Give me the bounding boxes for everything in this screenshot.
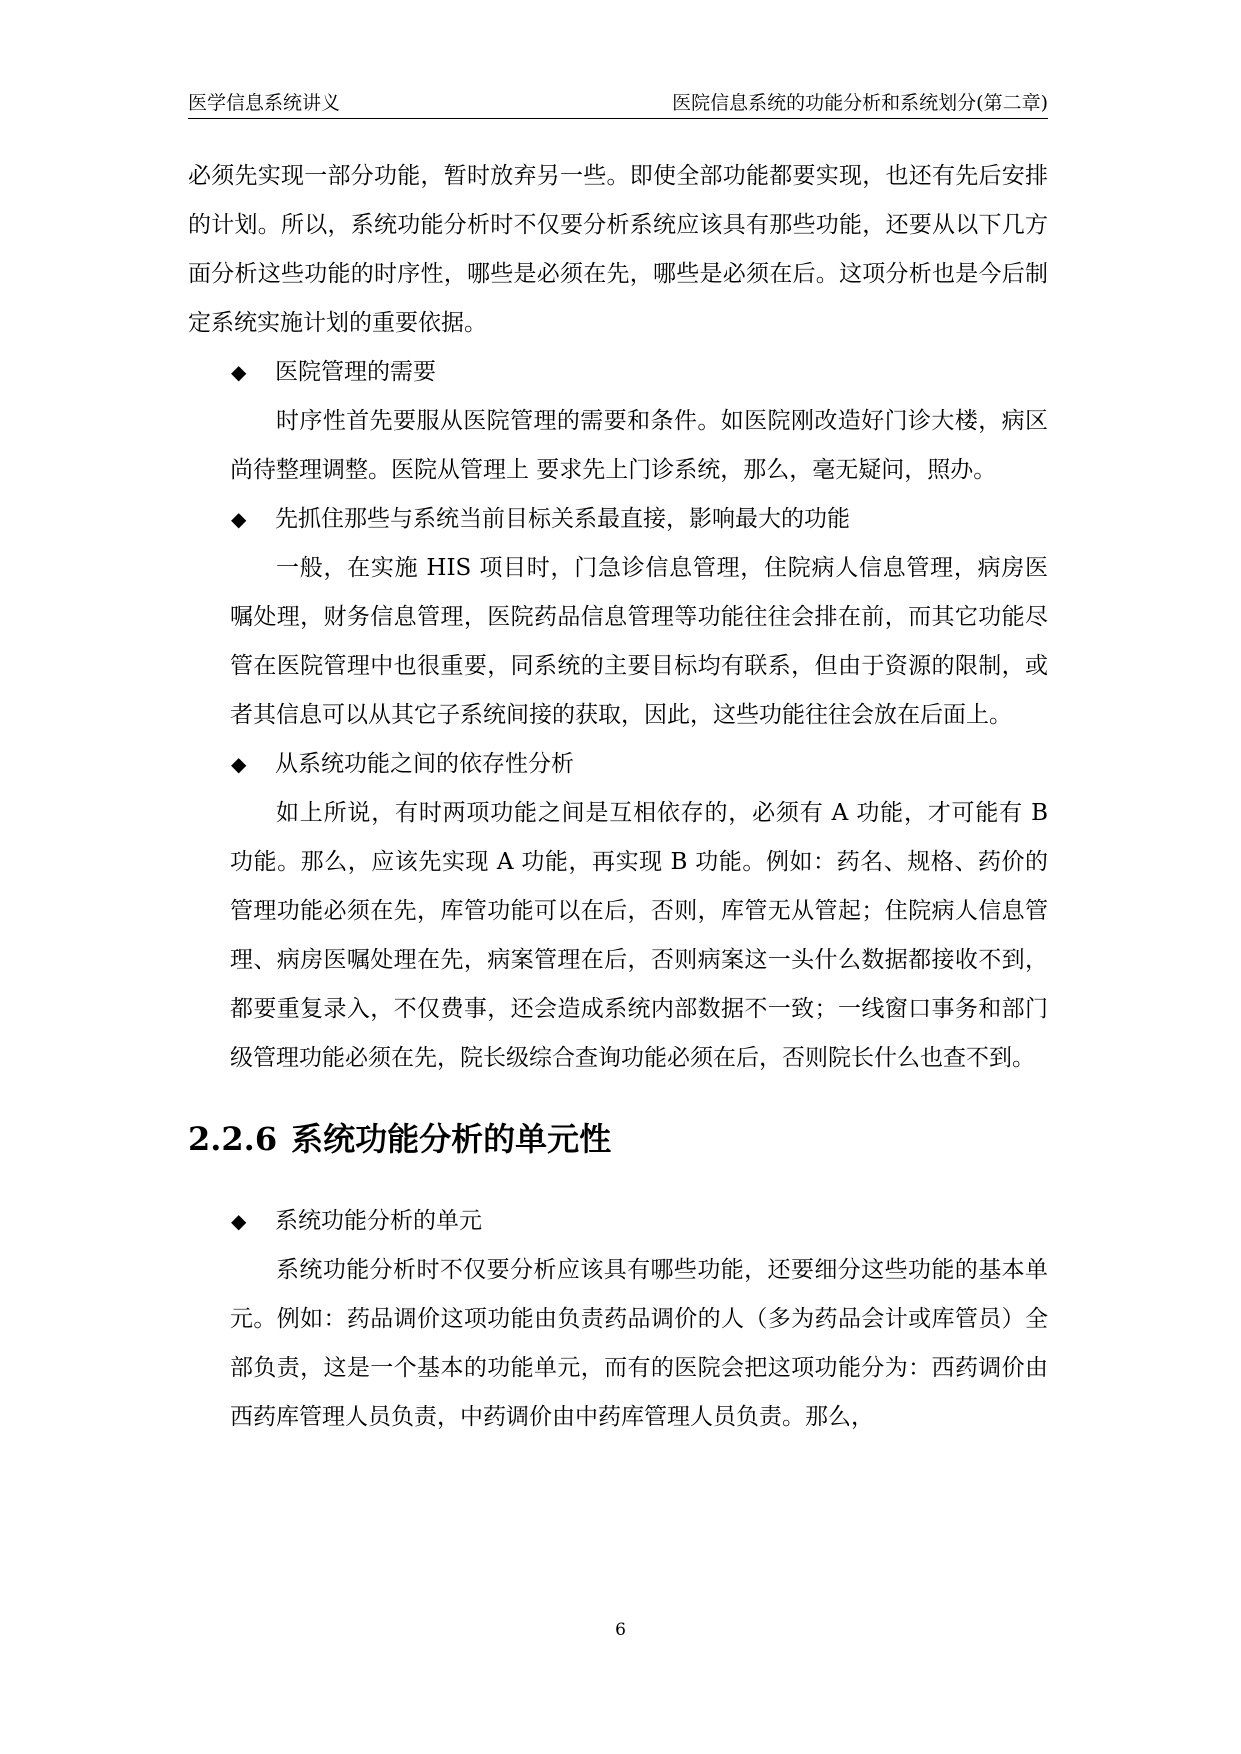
bullet-item-3 [188,740,1048,789]
bullet-label: 从系统功能之间的依存性分析 [275,751,574,777]
bullet-paragraph: 时序性首先要服从医院管理的需要和条件。如医院刚改造好门诊大楼，病区尚待整理调整。医院从管理上 要求先上门诊系统，那么，毫无疑问，照办。 [230,408,1048,483]
bullet-label: 先抓住那些与系统当前目标关系最直接，影响最大的功能 [275,506,850,532]
section-title: 系统功能分析的单元性 [291,1120,612,1158]
bullet-paragraph: 系统功能分析时不仅要分析应该具有哪些功能，还要细分这些功能的基本单元。例如：药品调价这项功能由负责药品调价的人（多为药品会计或库管员）全部负责，这是一个基本的功能单元，而有的医院会把这项功能分为：西药调价由西药库管理人员负责，中药调价由中药库管理人员负责。那么， [230,1257,1048,1430]
page-header [188,84,1048,119]
bullet-label: 医院管理的需要 [275,359,436,385]
section-heading [188,1117,1048,1161]
page-number: 6 [615,1620,626,1640]
diamond-bullet-icon: ◆ [231,360,247,384]
bullet-paragraph: 一般，在实施 HIS 项目时，门急诊信息管理，住院病人信息管理，病房医嘱处理，财务信息管理，医院药品信息管理等功能往往会排在前，而其它功能尽管在医院管理中也很重要，同系统的主要目标均有联系，但由于资源的限制，或者其信息可以从其它子系统间接的获取，因此，这些功能往往会放在后面上。 [230,555,1048,728]
bullet-item-4 [188,1197,1048,1246]
header-chapter-title: 医院信息系统的功能分析和系统划分(第二章) [672,92,1048,114]
header-course-title: 医学信息系统讲义 [188,92,341,114]
diamond-bullet-icon: ◆ [231,1209,247,1233]
intro-paragraph: 必须先实现一部分功能，暂时放弃另一些。即使全部功能都要实现，也还有先后安排的计划。所以，系统功能分析时不仅要分析系统应该具有那些功能，还要从以下几方面分析这些功能的时序性，哪些是必须在先，哪些是必须在后。这项分析也是今后制定系统实施计划的重要依据。 [188,163,1048,336]
bullet-item-2 [188,495,1048,544]
page-body [188,152,1048,1442]
bullet-paragraph: 如上所说，有时两项功能之间是互相依存的，必须有 A 功能，才可能有 B 功能。那么，应该先实现 A 功能，再实现 B 功能。例如：药名、规格、药价的管理功能必须在先，库管功能可以在后，否则，库管无从管起；住院病人信息管理、病房医嘱处理在先，病案管理在后，否则病案这一头什么数据都接收不到，都要重复录入，不仅费事，还会造成系统内部数据不一致；一线窗口事务和部门级管理功能必须在先，院长级综合查询功能必须在后，否则院长什么也查不到。 [230,800,1048,1071]
bullet-label: 系统功能分析的单元 [275,1208,482,1234]
section-number: 2.2.6 [188,1120,278,1158]
diamond-bullet-icon: ◆ [231,507,247,531]
diamond-bullet-icon: ◆ [231,752,247,776]
bullet-item-1 [188,348,1048,397]
